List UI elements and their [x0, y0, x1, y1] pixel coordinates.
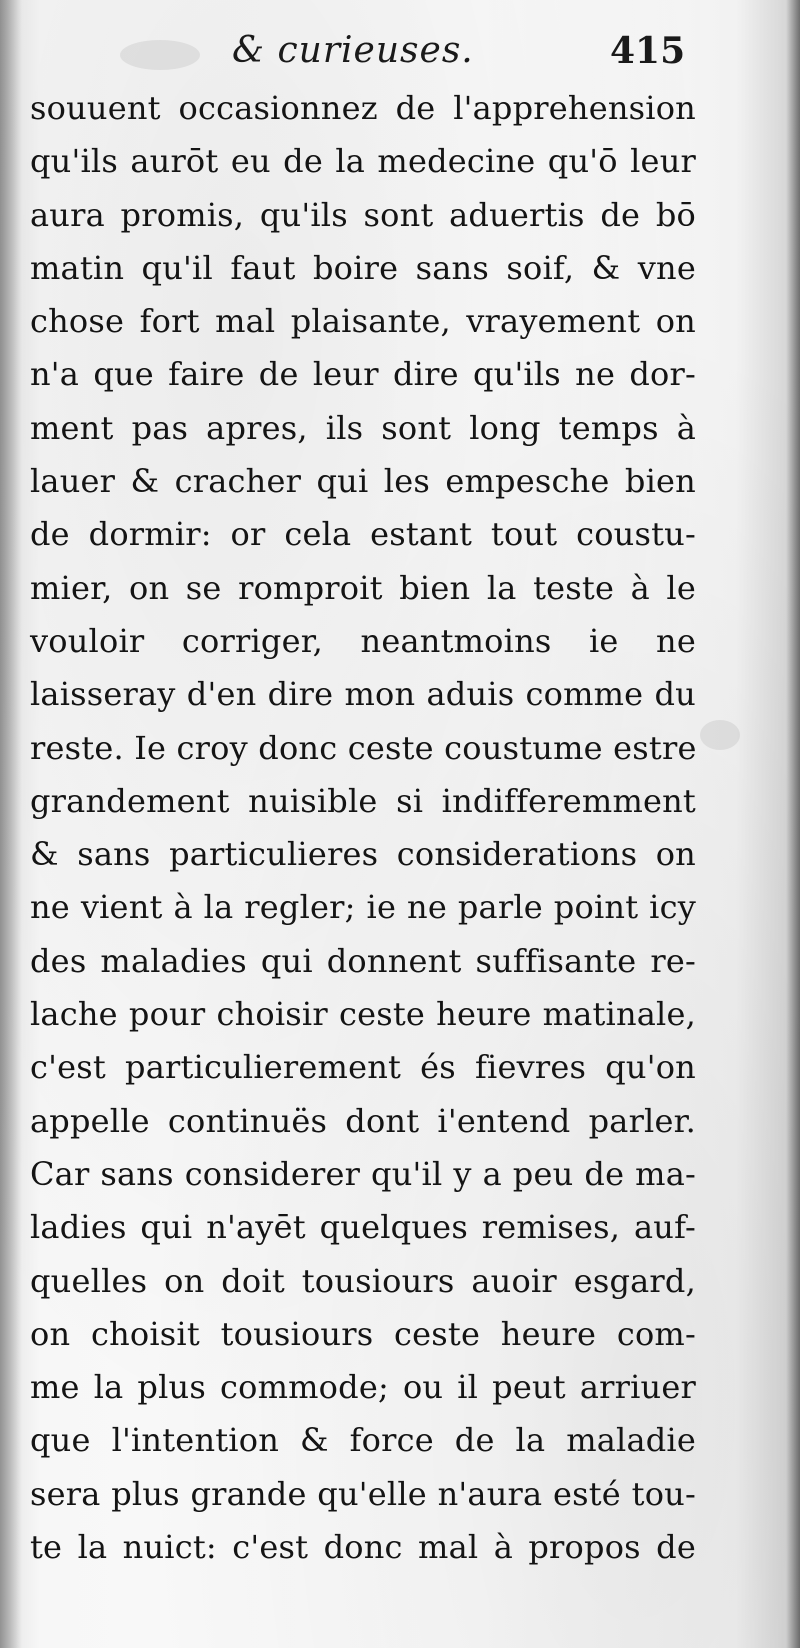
text-line: appelle continuës dont i'entend parler.: [30, 1101, 696, 1140]
text-line: ment pas apres, ils sont long temps à: [30, 408, 696, 447]
text-line: ne vient à la regler; ie ne parle point icy: [30, 888, 696, 927]
text-line: sera plus grande qu'elle n'aura esté tou-: [30, 1474, 696, 1513]
text-line: que l'intention & force de la maladie: [30, 1421, 696, 1460]
page-header: [0, 22, 800, 82]
text-line: lauer & cracher qui les empesche bien: [30, 462, 696, 501]
text-line: mier, on se romproit bien la teste à le: [30, 568, 696, 607]
text-line: te la nuict: c'est donc mal à propos de: [30, 1528, 696, 1567]
gutter-shadow: [0, 0, 22, 1648]
text-line: quelles on doit tousiours auoir esgard,: [30, 1261, 696, 1300]
text-line: Car sans considerer qu'il y a peu de ma-: [30, 1154, 696, 1193]
text-line: matin qu'il faut boire sans soif, & vne: [30, 248, 696, 287]
text-line: des maladies qui donnent suffisante re-: [30, 941, 696, 980]
text-line: de dormir: or cela estant tout coustu-: [30, 515, 696, 554]
text-line: aura promis, qu'ils sont aduertis de bō: [30, 195, 696, 234]
body-text: [30, 82, 696, 1574]
text-line: n'a que faire de leur dire qu'ils ne dor-: [30, 355, 696, 394]
text-line: me la plus commode; ou il peut arriuer: [30, 1368, 696, 1407]
text-line: vouloir corriger, neantmoins ie ne: [30, 621, 696, 660]
text-line: qu'ils aurōt eu de la medecine qu'ō leur: [30, 142, 696, 181]
text-line: reste. Ie croy donc ceste coustume estre: [30, 728, 697, 767]
text-line: grandement nuisible si indifferemment: [30, 781, 696, 820]
running-title: & curieuses.: [232, 30, 474, 71]
page-number: 415: [610, 30, 686, 72]
text-line: & sans particulieres considerations on: [30, 835, 696, 874]
page-edge-shadow: [786, 0, 800, 1648]
text-line: lache pour choisir ceste heure matinale,: [30, 995, 696, 1034]
text-line: laisseray d'en dire mon aduis comme du: [30, 675, 696, 714]
text-line: souuent occasionnez de l'apprehension: [30, 89, 696, 127]
text-line: on choisit tousiours ceste heure com-: [30, 1314, 696, 1353]
text-line: ladies qui n'ayēt quelques remises, auf-: [30, 1208, 696, 1247]
text-line: chose fort mal plaisante, vrayement on: [30, 302, 696, 341]
text-line: c'est particulierement és fievres qu'on: [30, 1048, 696, 1087]
paper-stain: [700, 720, 740, 750]
